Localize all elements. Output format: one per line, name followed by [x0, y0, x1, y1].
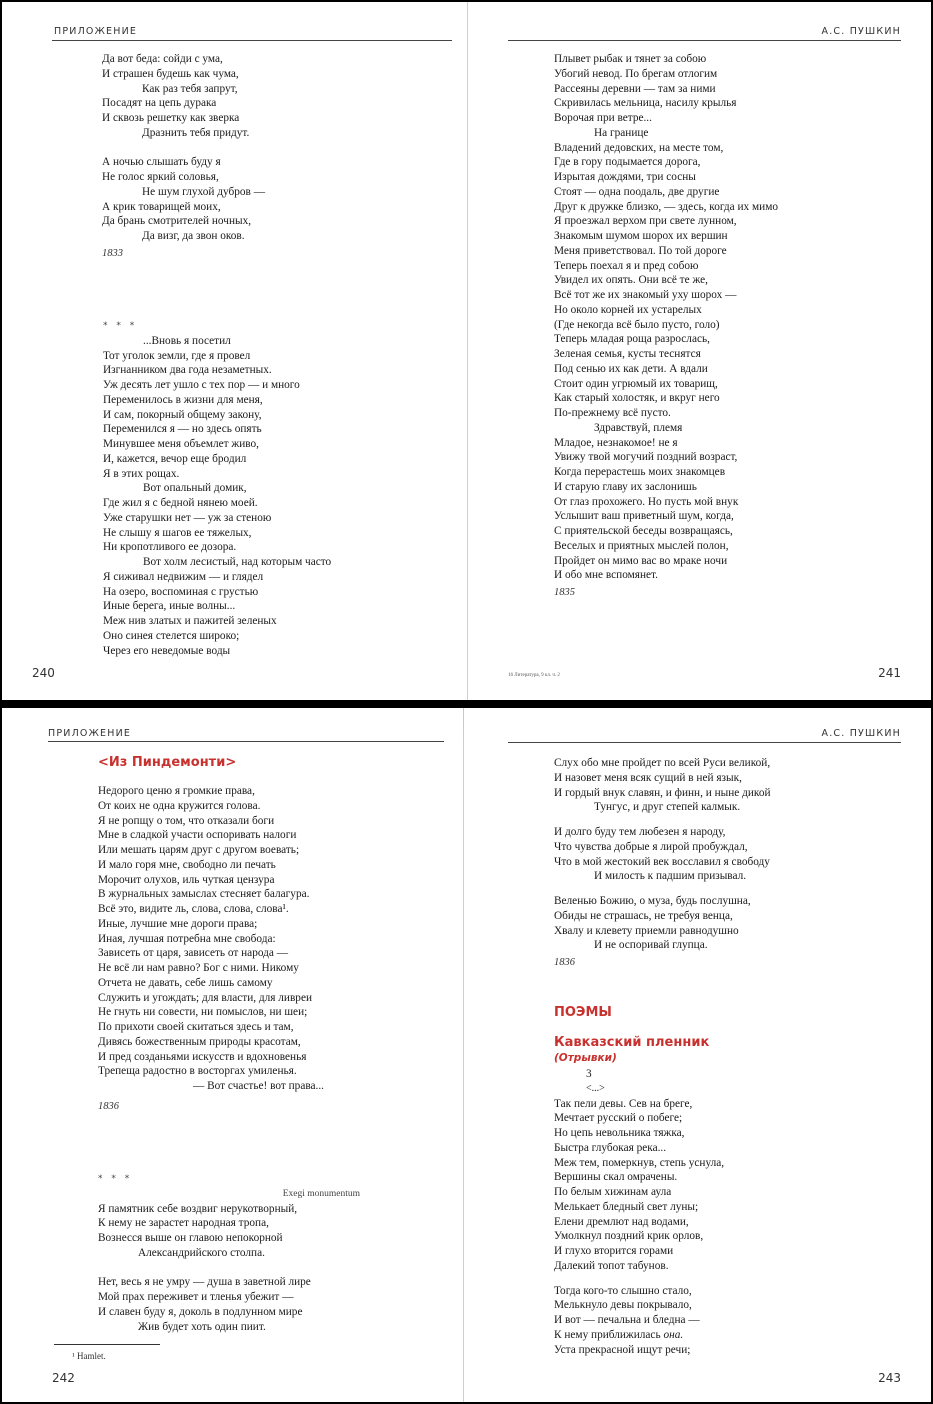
- verse-line: По прихоти своей скитаться здесь и там,: [98, 1021, 294, 1033]
- verse-line: По-прежнему всё пусто.: [554, 407, 671, 419]
- italic-word: она.: [663, 1328, 684, 1341]
- page-240: [2, 2, 468, 700]
- verse-line: Я не ропщу о том, что отказали боги: [98, 814, 275, 827]
- verse-line: Да брань смотрителей ночных,: [102, 215, 252, 228]
- verse-line: Плывет рыбак и тянет за собою: [554, 53, 707, 65]
- verse-line: Уже старушки нет — уж за стеною: [103, 511, 272, 524]
- page-number: 240: [32, 666, 55, 680]
- verse-line: На озеро, воспоминая с грустью: [103, 585, 259, 598]
- section-title: ПОЭМЫ: [554, 1005, 612, 1020]
- verse-line: И глухо вторится горами: [554, 1245, 674, 1257]
- verse-line: Да вот беда: сойди с ума,: [102, 53, 223, 65]
- verse-line: Не гнуть ни совести, ни помыслов, ни шеи;: [98, 1006, 308, 1019]
- work-title: Кавказский пленник: [554, 1035, 710, 1050]
- verse-line: И пред созданьями искусств и вдохновенья: [98, 1050, 307, 1063]
- verse-line: Друг к дружке близко, — здесь, когда их мимо: [554, 200, 779, 213]
- verse-line: Я сиживал недвижим — и глядел: [103, 570, 264, 583]
- verse-line: Что чувства добрые я лирой пробуждал,: [554, 840, 748, 853]
- omission-mark: <...>: [586, 1082, 605, 1094]
- verse-line: И назовет меня всяк сущий в ней язык,: [554, 771, 742, 784]
- verse-line: И сквозь решетку как зверка: [102, 112, 240, 124]
- verse-line: Теперь поехал я и пред собою: [554, 259, 699, 272]
- verse-line: И долго буду тем любезен я народу,: [554, 826, 726, 838]
- page-241: [468, 2, 933, 700]
- page-number: 241: [878, 666, 901, 680]
- verse-line: Уста прекрасной ищут речи;: [554, 1343, 691, 1356]
- verse-line: Вот опальный домик,: [143, 482, 247, 495]
- header-rule: [48, 741, 444, 742]
- poem-year: 1835: [554, 587, 575, 598]
- part-number: 3: [586, 1068, 592, 1080]
- page-number: 243: [878, 1371, 901, 1385]
- page-242: [2, 708, 468, 1402]
- verse-line: Всё это, видите ль, слова, слова, слова¹.: [98, 903, 289, 915]
- verse-line: Мелькнуло девы покрывало,: [554, 1299, 692, 1312]
- poem-continuation: [554, 52, 778, 601]
- verse-line: И славен буду я, доколь в подлунном мире: [98, 1305, 303, 1318]
- section-separator: * * *: [103, 321, 138, 331]
- verse-line: Вот холм лесистый, над которым часто: [143, 556, 332, 568]
- verse-line: И обо мне вспомянет.: [554, 569, 658, 582]
- verse-line: Мечтает русский о побеге;: [554, 1112, 683, 1125]
- verse-text: К нему приближилась: [554, 1328, 661, 1341]
- poem-exegi-monumentum: [98, 1172, 360, 1334]
- footnote: ¹ Hamlet.: [72, 1351, 106, 1361]
- poem-year: 1833: [102, 247, 123, 259]
- verse-line: Вознесся выше он главою непокорной: [98, 1232, 283, 1244]
- verse-line: Так пели девы. Сев на бреге,: [554, 1097, 693, 1110]
- verse-line: Увидел их опять. Они всё те же,: [554, 274, 708, 287]
- verse-line: Меж нив златых и пажитей зеленых: [103, 615, 277, 627]
- verse-line: Слух обо мне пройдет по всей Руси великой,: [554, 757, 771, 769]
- verse-line: Стоят — одна поодаль, две другие: [554, 185, 720, 198]
- verse-line: Здравствуй, племя: [594, 421, 683, 434]
- printer-signature: 16 Литература, 9 кл. ч. 2: [508, 673, 560, 678]
- verse-line: Рассеяны деревни — там за ними: [554, 82, 716, 95]
- verse-line: От коих не одна кружится голова.: [98, 799, 261, 812]
- poem-title: <Из Пиндемонти>: [98, 755, 237, 770]
- verse-line: Я памятник себе воздвиг нерукотворный,: [98, 1202, 298, 1215]
- verse-line: Когда перерастешь моих знакомцев: [554, 466, 726, 478]
- verse-line: Ворочая при ветре...: [554, 112, 652, 124]
- verse-line: Зависеть от царя, зависеть от народа —: [98, 947, 289, 960]
- verse-line: Переменился я — но здесь опять: [103, 423, 262, 436]
- verse-line: И милость к падшим призывал.: [594, 870, 747, 883]
- verse-line: Где жил я с бедной нянею моей.: [103, 497, 258, 509]
- verse-line: Елени дремлют над водами,: [554, 1215, 689, 1228]
- verse-line: Пройдет он мимо вас во мраке ночи: [554, 554, 728, 567]
- verse-line: Минувшее меня объемлет живо,: [103, 438, 260, 450]
- verse-line: Всё тот же их знакомый уху шорох —: [554, 289, 737, 301]
- verse-line: Ни кропотливого ее дозора.: [103, 541, 237, 554]
- verse-line: Далекий топот табунов.: [554, 1259, 669, 1272]
- verse-line: Веленью Божию, о муза, будь послушна,: [554, 895, 751, 907]
- verse-line: Владений дедовских, на месте том,: [554, 141, 724, 154]
- verse-line: На границе: [594, 126, 649, 139]
- verse-line: Я проезжал верхом при свете лунном,: [554, 215, 737, 228]
- verse-line: Но около корней их устарелых: [554, 303, 702, 316]
- verse-line: И гордый внук славян, и финн, и ныне дикой: [554, 786, 771, 799]
- section-separator: * * *: [98, 1174, 133, 1184]
- verse-line: Мне в сладкой участи оспоривать налоги: [98, 829, 297, 842]
- verse-line: Изгнанником два года незаметных.: [103, 364, 272, 377]
- verse-line: Недорого ценю я громкие права,: [98, 785, 255, 797]
- verse-line: Через его неведомые воды: [103, 644, 231, 657]
- verse-line: Иные берега, иные волны...: [103, 600, 236, 613]
- verse-line: (Где некогда всё было пусто, голо): [554, 318, 720, 331]
- verse-line: Меня приветствовал. По той дороге: [554, 244, 727, 257]
- poem-vnov-ya-posetil: [103, 319, 331, 658]
- verse-line: Убогий невод. По брегам отлогим: [554, 67, 718, 80]
- verse-line: Как старый холостяк, и вкруг него: [554, 392, 720, 405]
- verse-line: Что в мой жестокий век восславил я свободу: [554, 855, 770, 868]
- running-head-left: ПРИЛОЖЕНИЕ: [54, 26, 138, 37]
- poem-iz-pindemonti: [98, 784, 324, 1115]
- running-head-right: А.С. ПУШКИН: [821, 26, 901, 37]
- verse-line: И не оспоривай глупца.: [594, 939, 708, 952]
- verse-line: С приятельской беседы возвращаясь,: [554, 525, 733, 537]
- verse-line: Под сенью их как дети. А вдали: [554, 362, 708, 375]
- verse-line: Оно синея стелется широко;: [103, 629, 240, 642]
- verse-line: Не слышу я шагов ее тяжелых,: [103, 526, 252, 539]
- verse-line: Иные, лучшие мне дороги права;: [98, 917, 258, 930]
- verse-line: Да визг, да звон оков.: [142, 230, 245, 242]
- verse-line: Зеленая семья, кусты теснятся: [554, 348, 701, 360]
- verse-line: Не голос яркий соловья,: [102, 171, 219, 183]
- verse-line: Меж тем, померкнув, степь уснула,: [554, 1156, 725, 1169]
- verse-line: И сам, покорный общему закону,: [103, 408, 262, 421]
- epigraph: Exegi monumentum: [282, 1188, 360, 1199]
- verse-line: От глаз прохожего. Но пусть мой внук: [554, 495, 739, 508]
- verse-line: Александрийского столпа.: [138, 1246, 265, 1259]
- verse-line: Посадят на цепь дурака: [102, 97, 217, 110]
- verse-line: Увижу твой могучий поздний возраст,: [554, 451, 738, 464]
- verse-line: Услышит ваш приветный шум, когда,: [554, 510, 734, 523]
- verse-line: Отчета не давать, себе лишь самому: [98, 976, 273, 989]
- verse-line: Уж десять лет ушло с тех пор — и много: [103, 379, 300, 391]
- running-head-right: А.С. ПУШКИН: [821, 728, 901, 739]
- verse-line: Вершины скал омрачены.: [554, 1171, 678, 1184]
- page-number: 242: [52, 1371, 75, 1385]
- poem-kavkazsky-plennik: [554, 1067, 724, 1357]
- verse-line: Жив будет хоть один пиит.: [138, 1320, 266, 1333]
- poem-year: 1836: [98, 1100, 119, 1112]
- verse-line: Мой прах переживет и тленья убежит —: [98, 1291, 294, 1303]
- verse-line: Теперь младая роща разрослась,: [554, 333, 710, 346]
- verse-line: Нет, весь я не умру — душа в заветной лире: [98, 1276, 311, 1289]
- verse-line: ...Вновь я посетил: [143, 334, 231, 347]
- verse-line: Хвалу и клевету приемли равнодушно: [554, 924, 739, 937]
- verse-line: Мелькает бледный свет луны;: [554, 1200, 699, 1213]
- verse-line: Обиды не страшась, не требуя венца,: [554, 909, 733, 922]
- verse-line: Где в гору подымается дорога,: [554, 156, 701, 169]
- verse-line: Не всё ли нам равно? Бог с ними. Никому: [98, 962, 299, 974]
- verse-line: А ночью слышать буду я: [102, 156, 221, 169]
- verse-line: И страшен будешь как чума,: [102, 67, 239, 80]
- verse-line: Трепеща радостно в восторгах умиленья.: [98, 1065, 297, 1078]
- verse-line: Скривилась мельница, насилу крылья: [554, 97, 737, 110]
- verse-line: Умолкнул поздний крик орлов,: [554, 1230, 704, 1243]
- verse-line: Служить и угождать; для власти, для ливреи: [98, 991, 313, 1004]
- verse-line: Быстра глубокая река...: [554, 1141, 667, 1154]
- verse-line: Тот уголок земли, где я провел: [103, 349, 251, 362]
- running-head-left: ПРИЛОЖЕНИЕ: [48, 728, 132, 739]
- verse-line: — Вот счастье! вот права...: [193, 1080, 325, 1092]
- verse-line: Не шум глухой дубров —: [142, 185, 265, 198]
- verse-line: Переменилось в жизни для меня,: [103, 393, 263, 406]
- verse-line: Веселых и приятных мыслей полон,: [554, 539, 729, 552]
- footnote-rule: [54, 1344, 160, 1345]
- verse-line: Дразнить тебя придут.: [142, 126, 250, 139]
- header-rule: [508, 742, 901, 743]
- book-spread-242-243: [0, 705, 933, 1404]
- verse-line: Тунгус, и друг степей калмык.: [594, 801, 741, 814]
- verse-line: Изрытая дождями, три сосны: [554, 171, 696, 183]
- work-subtitle: (Отрывки): [554, 1052, 617, 1064]
- verse-line: По белым хижинам аула: [554, 1186, 672, 1198]
- poem-year: 1836: [554, 957, 575, 968]
- header-rule: [52, 40, 452, 41]
- verse-line: Тогда кого-то слышно стало,: [554, 1284, 692, 1297]
- verse-line: Младое, незнакомое! не я: [554, 436, 678, 449]
- header-rule: [508, 40, 901, 41]
- verse-line: И старую главу их заслонишь: [554, 480, 697, 493]
- verse-line: И, кажется, вечор еще бродил: [103, 452, 247, 465]
- verse-line: Иная, лучшая потребна мне свобода:: [98, 932, 276, 945]
- verse-line: Морочит олухов, иль чуткая цензура: [98, 873, 275, 886]
- verse-line: И мало горя мне, свободно ли печать: [98, 858, 276, 871]
- poem-exegi-ending: [554, 756, 771, 971]
- verse-line: К нему не зарастет народная тропа,: [98, 1217, 269, 1230]
- poem-ending: [102, 52, 265, 262]
- verse-line: И вот — печальна и бледна —: [554, 1314, 700, 1326]
- verse-line: Знакомым шумом шорох их вершин: [554, 230, 728, 242]
- verse-line: В журнальных замыслах стесняет балагура.: [98, 888, 310, 901]
- verse-line: Дивясь божественным природы красотам,: [98, 1035, 301, 1048]
- verse-line: Но цепь невольника тяжка,: [554, 1127, 685, 1139]
- page-243: [468, 708, 933, 1402]
- verse-line: [554, 1328, 724, 1343]
- verse-line: Стоит один угрюмый их товарищ,: [554, 377, 718, 390]
- verse-line: А крик товарищей моих,: [102, 200, 221, 213]
- verse-line: Как раз тебя запрут,: [142, 82, 238, 95]
- verse-line: Или мешать царям друг с другом воевать;: [98, 844, 300, 856]
- verse-line: Я в этих рощах.: [103, 467, 180, 480]
